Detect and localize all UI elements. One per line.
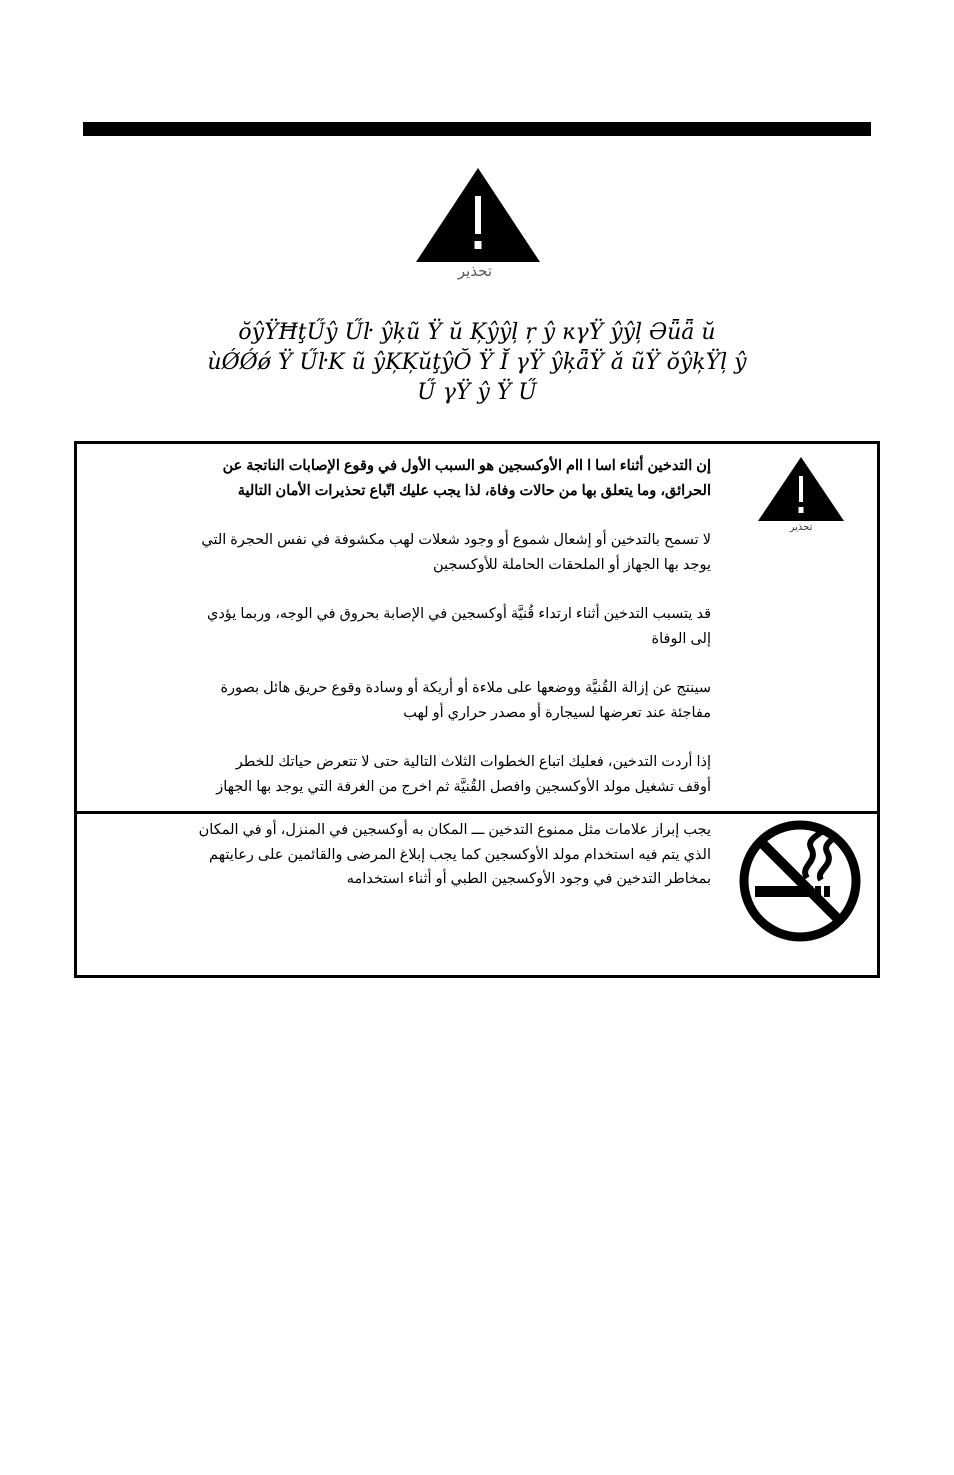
notice-line: بمخاطر التدخين في وجود الأوكسجين الطبي أو أثناء استخدامه [346,871,711,887]
fire-safety-warnings [107,454,711,824]
paragraph-line: إن التدخين أثناء اسا ا اام الأوكسجين هو السبب الأول في وقوع الإصابات الناتجة عن [222,458,711,474]
paragraph-line: الحرائق، وما يتعلق بها من حالات وفاة، لذا يجب عليك اتّباع تحذيرات الأمان التالية [237,482,711,499]
warning-triangle-icon [757,456,845,522]
paragraph-line: إلى الوفاة [651,630,711,647]
warning-paragraph [107,602,711,651]
garbled-heading-line: ŏŷŸĦţŰŷ Űŀ ŷķũ Ÿ ŭ Ķŷŷļ ŗ ŷ ĸγŸ ŷŷļ Əǖǟ ŭ [238,320,716,345]
paragraph-line: قد يتسبب التدخين أثناء ارتداء قُنيَّة أوكسجين في الإصابة بحروق في الوجه، وربما يؤدي [206,606,711,622]
safety-warning-panel [74,441,880,978]
no-smoking-notice [85,818,711,892]
paragraph-line: سينتج عن إزالة القُنيَّة ووضعها على ملاءة أو أريكة أو وسادة وقوع حريق هائل بصورة [220,680,711,696]
paragraph-line: مفاجئة عند تعرضها لسيجارة أو مصدر حراري أو لهب [403,704,711,721]
paragraph-line: لا تسمح بالتدخين أو إشعال شموع أو وجود شعلات لهب مكشوفة في نفس الحجرة التي [201,532,711,548]
warning-caption: تحذير [457,262,493,280]
garbled-heading-line: ùǾǾǿ Ÿ ŰŀK ũ ŷĶĶŭţŷŎ Ÿ Ĭ γŸ ŷķǟŸ ǎ ũŸ ŏŷķŸļ ŷ [207,350,747,375]
garbled-heading-line: Ű γŸ ŷ Ÿ Ű [417,380,537,405]
no-smoking-icon [737,818,863,944]
top-rule [83,122,871,136]
notice-line: يجب إبراز علامات مثل ممنوع التدخين ـــ المكان به أوكسجين في المنزل، أو في المكان [198,822,711,838]
panel-divider [77,811,877,814]
paragraph-line: أوقف تشغيل مولد الأوكسجين وافصل القُنيَّة ثم اخرج من الغرفة التي يوجد بها الجهاز [216,778,711,795]
paragraph-line: إذا أردت التدخين، فعليك اتباع الخطوات الثلاث التالية حتى لا تتعرض حياتك للخطر [235,754,711,770]
warning-paragraph [107,454,711,503]
paragraph-line: يوجد بها الجهاز أو الملحقات الحاملة للأوكسجين [433,556,711,573]
garbled-heading [90,318,864,408]
warning-paragraph [107,676,711,725]
warning-icon-caption: تحذير [789,522,813,533]
notice-line: الذي يتم فيه استخدام مولد الأوكسجين كما يجب إبلاغ المرضى والقائمين على رعايتهم [209,846,711,863]
warning-paragraph [107,750,711,799]
warning-paragraph [107,528,711,577]
